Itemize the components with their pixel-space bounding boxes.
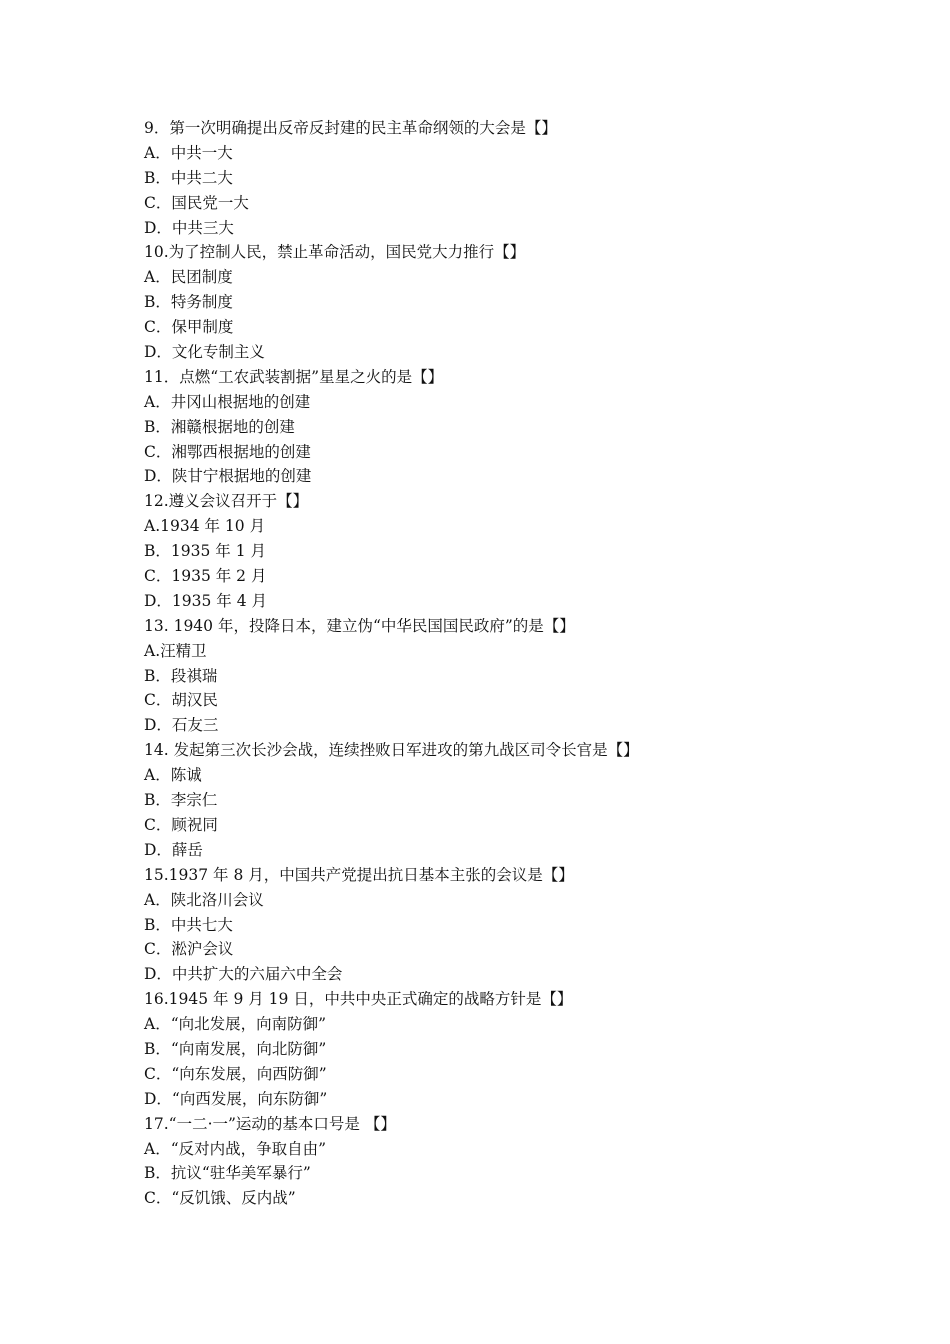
answer-option: B．段祺瑞 bbox=[144, 666, 218, 685]
answer-option: A．“向北发展，向南防御” bbox=[144, 1015, 327, 1034]
answer-option: A．陈诚 bbox=[144, 766, 202, 785]
question-stem: 10.为了控制人民，禁止革命活动，国民党大力推行【】 bbox=[144, 243, 526, 262]
answer-option: B．“向南发展，向北防御” bbox=[144, 1039, 327, 1058]
answer-option: D．文化专制主义 bbox=[144, 343, 265, 362]
answer-option: C．胡汉民 bbox=[144, 691, 218, 710]
answer-option: D．中共三大 bbox=[144, 218, 234, 237]
answer-option: A．井冈山根据地的创建 bbox=[144, 392, 311, 411]
answer-option: C．淞沪会议 bbox=[144, 940, 234, 959]
question-stem: 13. 1940 年，投降日本，建立伪“中华民国国民政府”的是【】 bbox=[144, 616, 575, 635]
answer-option: A．中共一大 bbox=[144, 143, 233, 162]
answer-option: D．石友三 bbox=[144, 716, 219, 735]
answer-option: D．“向西发展，向东防御” bbox=[144, 1089, 328, 1108]
answer-option: C．顾祝同 bbox=[144, 815, 218, 834]
answer-option: A.汪精卫 bbox=[144, 641, 207, 660]
answer-option: A．民团制度 bbox=[144, 268, 233, 287]
answer-option: B．李宗仁 bbox=[144, 791, 218, 810]
question-stem: 17.“一二·一”运动的基本口号是 【】 bbox=[144, 1114, 396, 1133]
answer-option: B．1935 年 1 月 bbox=[144, 542, 266, 561]
question-stem: 11．点燃“工农武装割据”星星之火的是【】 bbox=[144, 367, 444, 386]
question-stem: 14. 发起第三次长沙会战，连续挫败日军进攻的第九战区司令长官是【】 bbox=[144, 741, 639, 760]
answer-option: C．湘鄂西根据地的创建 bbox=[144, 442, 311, 461]
answer-option: D．中共扩大的六届六中全会 bbox=[144, 965, 343, 984]
question-list bbox=[144, 116, 844, 1211]
answer-option: A.1934 年 10 月 bbox=[144, 517, 266, 536]
answer-option: B．抗议“驻华美军暴行” bbox=[144, 1164, 311, 1183]
answer-option: C．“向东发展，向西防御” bbox=[144, 1064, 327, 1083]
answer-option: D．薛岳 bbox=[144, 840, 203, 859]
question-stem: 12.遵义会议召开于【】 bbox=[144, 492, 309, 511]
answer-option: B．中共七大 bbox=[144, 915, 233, 934]
answer-option: D．陕甘宁根据地的创建 bbox=[144, 467, 312, 486]
answer-option: C．1935 年 2 月 bbox=[144, 567, 267, 586]
question-stem: 9．第一次明确提出反帝反封建的民主革命纲领的大会是【】 bbox=[144, 119, 557, 137]
answer-option: A．陕北洛川会议 bbox=[144, 890, 264, 909]
answer-option: C．“反饥饿、反内战” bbox=[144, 1189, 296, 1208]
answer-option: B．中共二大 bbox=[144, 168, 233, 187]
question-stem: 15.1937 年 8 月，中国共产党提出抗日基本主张的会议是【】 bbox=[144, 865, 574, 884]
answer-option: C．保甲制度 bbox=[144, 318, 234, 337]
answer-option: B．特务制度 bbox=[144, 293, 233, 312]
answer-option: D．1935 年 4 月 bbox=[144, 591, 268, 610]
question-stem: 16.1945 年 9 月 19 日，中共中央正式确定的战略方针是【】 bbox=[144, 990, 573, 1009]
answer-option: A．“反对内战，争取自由” bbox=[144, 1139, 327, 1158]
answer-option: C．国民党一大 bbox=[144, 193, 249, 212]
answer-option: B．湘赣根据地的创建 bbox=[144, 417, 295, 436]
